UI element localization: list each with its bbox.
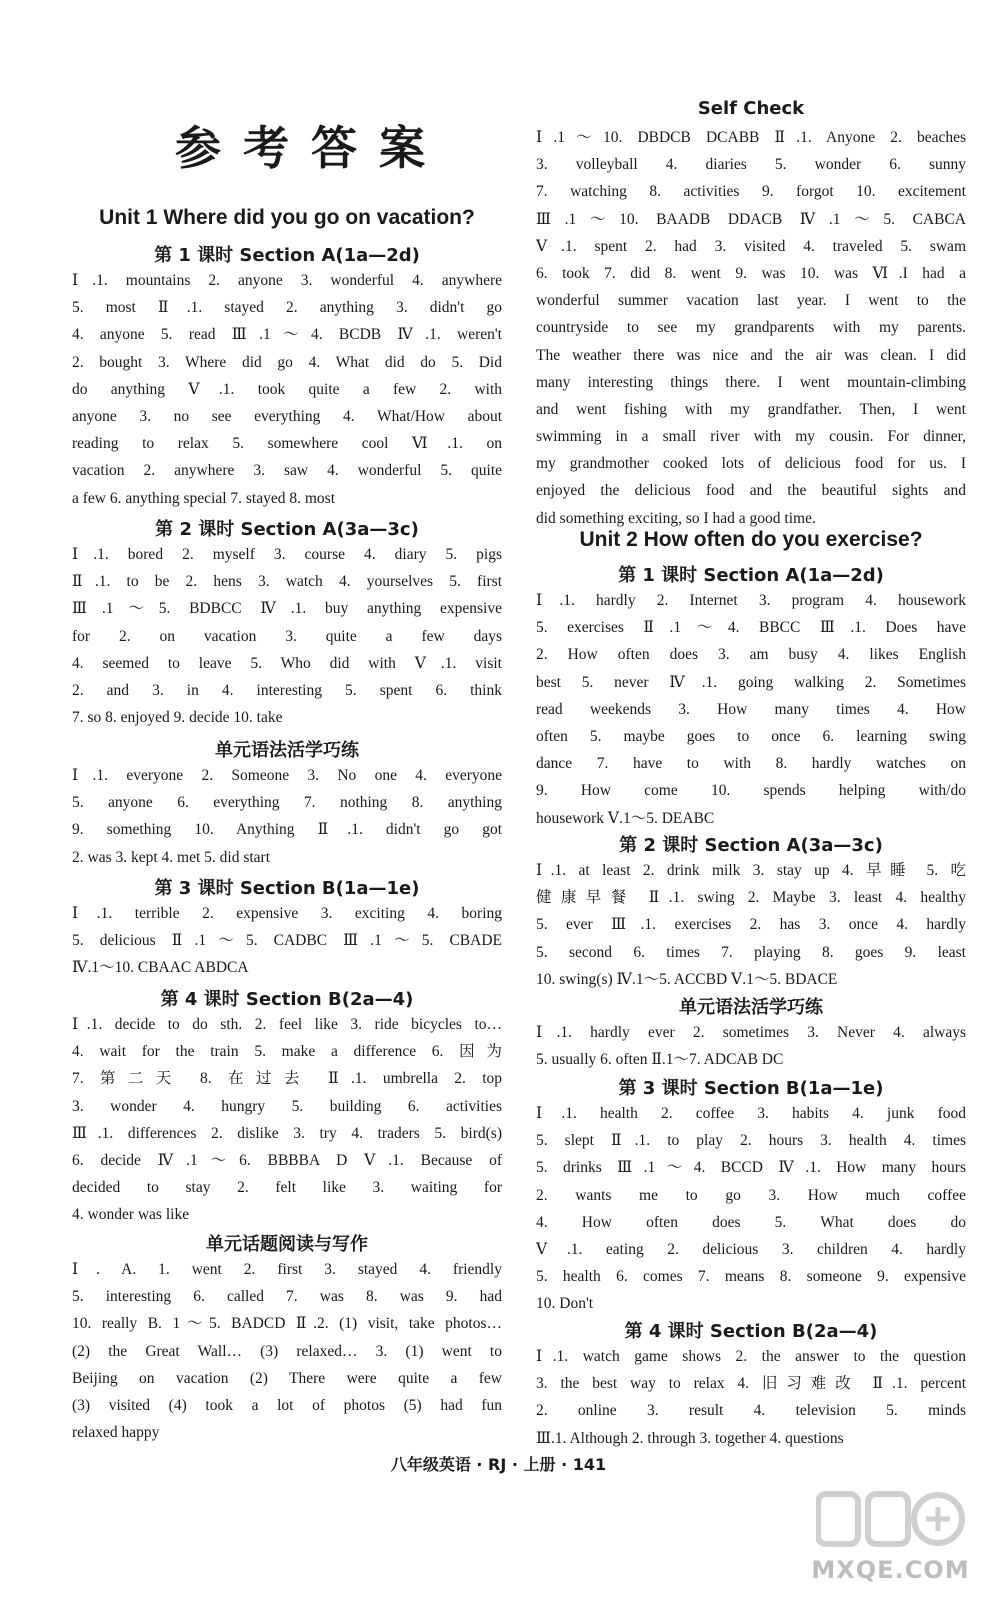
answer-line: 5. slept Ⅱ.1. to play 2. hours 3. health 4. times <box>536 1132 966 1150</box>
answer-line: 3. wonder 4. hungry 5. building 6. activities <box>72 1097 502 1115</box>
answer-line: dance 7. have to with 8. hardly watches on <box>536 755 966 773</box>
answer-line: enjoyed the delicious food and the beautiful sights and <box>536 482 966 500</box>
answer-line: 4. seemed to leave 5. Who did with Ⅴ.1. visit <box>72 654 502 672</box>
answer-line: 5. second 6. times 7. playing 8. goes 9. least <box>536 943 966 961</box>
section-heading: 第 1 课时 Section A(1a—2d) <box>618 565 884 586</box>
answer-line: 5. delicious Ⅱ.1～5. CADBC Ⅲ.1～5. CBADE <box>72 932 502 950</box>
answer-line: 2. wants me to go 3. How much coffee <box>536 1186 966 1204</box>
answer-line: The weather there was nice and the air was clean. I did <box>536 346 966 364</box>
answer-line: 2. and 3. in 4. interesting 5. spent 6. think <box>72 681 502 699</box>
answer-line: Ⅲ.1. Although 2. through 3. together 4. questions <box>536 1429 844 1447</box>
answer-line: my grandmother cooked lots of delicious food for us. I <box>536 455 966 473</box>
section-heading: 第 1 课时 Section A(1a—2d) <box>154 245 420 266</box>
answer-line: 5. anyone 6. everything 7. nothing 8. anything <box>72 794 502 812</box>
answer-line: anyone 3. no see everything 4. What/How about <box>72 407 502 425</box>
answer-line: 5. usually 6. often Ⅱ.1～7. ADCAB DC <box>536 1051 784 1069</box>
answer-block <box>536 1343 966 1452</box>
answer-line: 10. Don't <box>536 1295 594 1313</box>
answer-line: 5. ever Ⅲ.1. exercises 2. has 3. once 4. hardly <box>536 916 966 934</box>
answer-line: 2. bought 3. Where did go 4. What did do 5. Did <box>72 353 502 371</box>
answer-line: countryside to see my grandparents with my parents. <box>536 319 966 337</box>
answer-block <box>536 857 966 993</box>
answer-block <box>72 762 502 871</box>
answer-line: 4. anyone 5. read Ⅲ.1～4. BCDB Ⅳ.1. weren't <box>72 326 502 344</box>
section-heading: 单元语法活学巧练 <box>215 740 359 761</box>
answer-line: 5. interesting 6. called 7. was 8. was 9. had <box>72 1288 502 1306</box>
answer-line: Ⅰ.1. hardly 2. Internet 3. program 4. housework <box>536 592 966 609</box>
answer-line: swimming in a small river with my cousin. For dinner, <box>536 428 966 446</box>
answer-line: often 5. maybe goes to once 6. learning swing <box>536 727 966 745</box>
answer-line: 9. How come 10. spends helping with/do <box>536 782 966 800</box>
answer-line: did something exciting, so I had a good time. <box>536 509 816 527</box>
section-heading: 第 3 课时 Section B(1a—1e) <box>154 878 420 899</box>
answer-line: 7. 第二天 8. 在过去 Ⅱ.1. umbrella 2. top <box>72 1070 502 1088</box>
answer-line: 7. so 8. enjoyed 9. decide 10. take <box>72 709 283 727</box>
unit-1-title: Unit 1 Where did you go on vacation? <box>99 206 475 229</box>
answer-line: vacation 2. anywhere 3. saw 4. wonderful 5. quite <box>72 462 502 480</box>
answer-line: and went fishing with my grandfather. Then, I went <box>536 400 966 418</box>
answer-line: a few 6. anything special 7. stayed 8. most <box>72 489 336 507</box>
answer-line: decided to stay 2. felt like 3. waiting for <box>72 1179 502 1197</box>
answer-line: Ⅱ.1. to be 2. hens 3. watch 4. yourselves 5. first <box>72 573 502 591</box>
answer-line: 5. drinks Ⅲ.1～4. BCCD Ⅳ.1. How many hours <box>536 1159 966 1177</box>
answer-line: 4. wonder was like <box>72 1206 190 1224</box>
answer-line: best 5. never Ⅳ.1. going walking 2. Sometimes <box>536 673 966 691</box>
answer-line: Ⅳ.1～10. CBAAC ABDCA <box>72 959 249 977</box>
section-heading: 第 3 课时 Section B(1a—1e) <box>618 1078 884 1099</box>
section-heading: 第 2 课时 Section A(3a—3c) <box>155 519 419 540</box>
answer-line: housework Ⅴ.1～5. DEABC <box>536 809 715 827</box>
answer-line: 2. online 3. result 4. television 5. minds <box>536 1402 966 1420</box>
watermark <box>798 1480 983 1590</box>
watermark-text: MXQE.COM <box>811 1556 970 1584</box>
answer-line: 3. the best way to relax 4. 旧习难改 Ⅱ.1. percent <box>536 1375 966 1393</box>
section-heading: 第 4 课时 Section B(2a—4) <box>160 989 414 1010</box>
answer-line: Ⅲ.1. differences 2. dislike 3. try 4. traders 5. bird(s) <box>72 1124 502 1142</box>
answer-block <box>536 124 966 532</box>
answer-line: 5. exercises Ⅱ.1～4. BBCC Ⅲ.1. Does have <box>536 619 966 637</box>
answer-line: Beijing on vacation (2) There were quite a few <box>72 1369 502 1387</box>
answer-line: (2) the Great Wall… (3) relaxed… 3. (1) went to <box>72 1342 502 1360</box>
answer-line: 10. swing(s) Ⅳ.1～5. ACCBD Ⅴ.1～5. BDACE <box>536 970 838 988</box>
page-footer: 八年级英语 · RJ · 上册 · 141 <box>390 1455 607 1474</box>
page-title: 参考答案 <box>175 121 447 175</box>
answer-line: 5. health 6. comes 7. means 8. someone 9. expensive <box>536 1268 966 1286</box>
answer-line: 健康早餐 Ⅱ.1. swing 2. Maybe 3. least 4. healthy <box>536 889 966 907</box>
answer-block <box>72 1256 502 1446</box>
answer-line: Ⅰ.1. terrible 2. expensive 3. exciting 4. boring <box>72 905 502 922</box>
answer-line: read weekends 3. How many times 4. How <box>536 700 966 718</box>
answer-line: Ⅲ.1～10. BAADB DDACB Ⅳ.1～5. CABCA <box>536 210 966 228</box>
answer-line: 6. took 7. did 8. went 9. was 10. was Ⅵ.I had a <box>536 264 966 282</box>
answer-line: for 2. on vacation 3. quite a few days <box>72 627 502 645</box>
answer-line: Ⅲ.1～5. BDBCC Ⅳ.1. buy anything expensive <box>72 600 502 618</box>
answer-line: Ⅰ.1. health 2. coffee 3. habits 4. junk food <box>536 1105 966 1122</box>
answer-line: Ⅴ.1. eating 2. delicious 3. children 4. hardly <box>536 1240 966 1258</box>
watermark-logo-icon <box>816 1488 966 1550</box>
answer-line: Ⅰ.1. everyone 2. Someone 3. No one 4. everyone <box>72 767 502 784</box>
answer-line: 7. watching 8. activities 9. forgot 10. excitement <box>536 183 966 201</box>
section-heading: 单元语法活学巧练 <box>679 997 823 1018</box>
answer-block <box>72 900 502 982</box>
answer-line: Ⅰ.1. at least 2. drink milk 3. stay up 4. 早睡 5. 吃 <box>536 862 966 879</box>
answer-line: reading to relax 5. somewhere cool Ⅵ.1. on <box>72 435 502 453</box>
answer-line: Ⅰ.1. decide to do sth. 2. feel like 3. ride bicycles to… <box>72 1016 502 1033</box>
answer-line: 4. wait for the train 5. make a difference 6. 因为 <box>72 1043 502 1061</box>
answer-line: (3) visited (4) took a lot of photos (5) had fun <box>72 1396 502 1414</box>
unit-2-title: Unit 2 How often do you exercise? <box>579 528 923 551</box>
answer-line: do anything Ⅴ.1. took quite a few 2. with <box>72 380 502 398</box>
answer-line: Ⅴ.1. spent 2. had 3. visited 4. traveled 5. swam <box>536 237 966 255</box>
answer-line: Ⅰ.1. hardly ever 2. sometimes 3. Never 4. always <box>536 1024 966 1041</box>
answer-line: Ⅰ.1. bored 2. myself 3. course 4. diary 5. pigs <box>72 546 502 563</box>
answer-block <box>536 1019 966 1073</box>
answer-block <box>72 1011 502 1229</box>
answer-line: 3. volleyball 4. diaries 5. wonder 6. sunny <box>536 156 966 174</box>
answer-line: 2. How often does 3. am busy 4. likes English <box>536 646 966 664</box>
answer-block <box>72 267 502 512</box>
answer-line: Ⅰ.1. mountains 2. anyone 3. wonderful 4. anywhere <box>72 272 502 289</box>
answer-line: Ⅰ.1～10. DBDCB DCABB Ⅱ.1. Anyone 2. beaches <box>536 129 966 146</box>
answer-line: 9. something 10. Anything Ⅱ.1. didn't go got <box>72 821 502 839</box>
section-heading: 第 2 课时 Section A(3a—3c) <box>619 835 883 856</box>
section-heading: 单元话题阅读与写作 <box>206 1234 368 1255</box>
section-heading: Self Check <box>697 98 805 119</box>
answer-line: 5. most Ⅱ.1. stayed 2. anything 3. didn't go <box>72 299 502 317</box>
section-heading: 第 4 课时 Section B(2a—4) <box>624 1321 878 1342</box>
answer-block <box>72 541 502 731</box>
answer-line: Ⅰ. A. 1. went 2. first 3. stayed 4. friendly <box>72 1261 502 1278</box>
answer-line: 4. How often does 5. What does do <box>536 1213 966 1231</box>
answer-line: wonderful summer vacation last year. I went to the <box>536 292 966 310</box>
answer-block <box>536 587 966 832</box>
answer-line: many interesting things there. I went mountain-climbing <box>536 373 966 391</box>
answer-line: relaxed happy <box>72 1424 160 1442</box>
answer-line: 10. really B. 1～5. BADCD Ⅱ.2. (1) visit, take photos… <box>72 1315 502 1333</box>
answer-line: Ⅰ.1. watch game shows 2. the answer to the question <box>536 1348 966 1365</box>
answer-block <box>536 1100 966 1318</box>
answer-line: 2. was 3. kept 4. met 5. did start <box>72 848 271 866</box>
answer-line: 6. decide Ⅳ.1～6. BBBBA D Ⅴ.1. Because of <box>72 1151 502 1169</box>
